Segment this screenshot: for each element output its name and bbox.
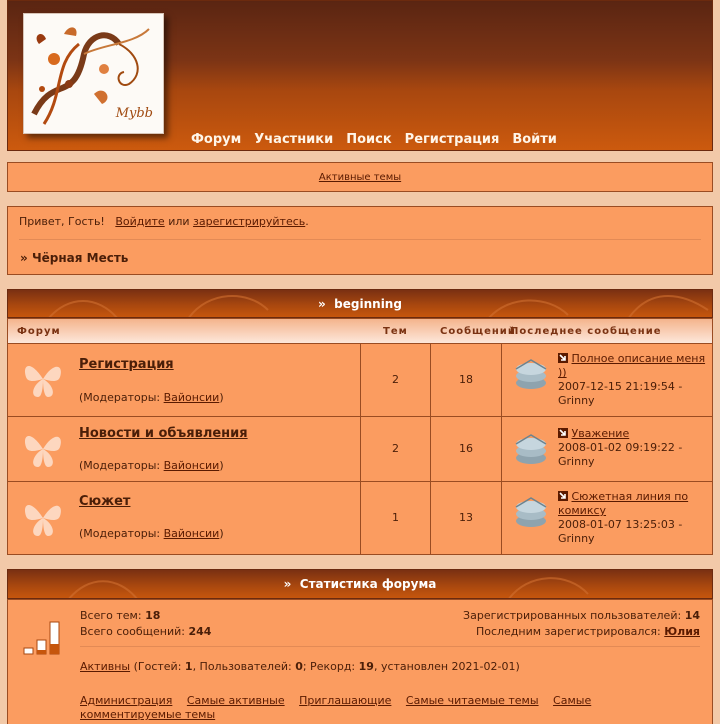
record-label: ; Рекорд: xyxy=(302,660,356,673)
col-topics: Тем xyxy=(383,326,408,337)
moderators xyxy=(79,391,224,404)
forum-title[interactable]: Новости и объявления xyxy=(79,426,248,441)
total-topics-value: 18 xyxy=(145,609,161,622)
posts-cell xyxy=(431,482,502,554)
greeting xyxy=(19,215,309,228)
last-post-date: 2008-01-02 09:19:22 - xyxy=(558,441,683,454)
moderators-prefix: (Модераторы: xyxy=(79,391,161,404)
registered-users xyxy=(463,609,700,622)
last-post xyxy=(558,427,706,469)
last-post-author: Grinny xyxy=(558,532,595,545)
moderators-suffix: ) xyxy=(219,459,224,472)
moderators-suffix: ) xyxy=(219,527,224,540)
moderators xyxy=(79,459,224,472)
stats-header xyxy=(7,569,713,599)
posts-count: 13 xyxy=(459,511,473,524)
last-post xyxy=(558,490,706,546)
col-posts: Сообщений xyxy=(440,326,516,337)
breadcrumb-forum-name[interactable]: Чёрная Месть xyxy=(31,251,129,265)
greeting-period: . xyxy=(305,215,309,228)
logo-text: Mybb xyxy=(115,106,153,121)
active-users-link[interactable]: Активны xyxy=(80,660,131,673)
posts-cell xyxy=(431,417,502,481)
forum-row xyxy=(7,417,713,482)
forum-row xyxy=(7,482,713,555)
link-most-commented-topics[interactable]: Самые комментируемые темы xyxy=(80,694,592,721)
butterfly-forum-icon xyxy=(20,496,66,540)
active-topics-bar xyxy=(7,162,713,192)
arrow-down-right-icon[interactable] xyxy=(558,428,568,438)
moderator-link[interactable]: Вайонсии xyxy=(163,391,220,404)
header xyxy=(7,0,713,151)
greeting-or: или xyxy=(168,215,190,228)
forum-logo[interactable] xyxy=(23,13,164,134)
last-registered-label: Последним зарегистрировался: xyxy=(475,625,661,638)
arrow-down-right-icon[interactable] xyxy=(558,491,568,501)
registered-users-value: 14 xyxy=(684,609,700,622)
breadcrumb xyxy=(20,251,128,265)
forum-row xyxy=(7,344,713,417)
butterfly-forum-icon xyxy=(20,427,66,471)
moderator-link[interactable]: Вайонсии xyxy=(163,459,220,472)
posts-cell xyxy=(431,344,502,416)
total-topics xyxy=(80,609,160,622)
forum-title[interactable]: Регистрация xyxy=(79,357,174,372)
guests-label: (Гостей: xyxy=(133,660,182,673)
users-value: 0 xyxy=(295,660,303,673)
last-post-title[interactable]: Полное описание меня )) xyxy=(558,352,706,379)
stats-links xyxy=(80,694,680,722)
users-label: , Пользователей: xyxy=(192,660,292,673)
link-inviters[interactable]: Приглашающие xyxy=(299,694,392,707)
welcome-panel xyxy=(7,206,713,275)
topics-cell xyxy=(360,417,431,481)
total-posts-value: 244 xyxy=(188,625,212,638)
moderators xyxy=(79,527,224,540)
nav-search[interactable]: Поиск xyxy=(346,132,392,147)
record-value: 19 xyxy=(358,660,374,673)
topics-cell xyxy=(360,344,431,416)
topics-cell xyxy=(360,482,431,554)
greeting-text: Привет, Гость! xyxy=(19,215,105,228)
nav-forum[interactable]: Форум xyxy=(191,132,242,147)
moderators-suffix: ) xyxy=(219,391,224,404)
last-post-title[interactable]: Сюжетная линия по комиксу xyxy=(558,490,689,517)
last-post xyxy=(558,352,706,408)
stack-last-post-icon xyxy=(512,495,550,531)
topics-count: 2 xyxy=(392,373,399,386)
online-stats xyxy=(80,660,520,673)
moderator-link[interactable]: Вайонсии xyxy=(163,527,220,540)
link-most-read-topics[interactable]: Самые читаемые темы xyxy=(405,694,539,707)
stack-last-post-icon xyxy=(512,432,550,468)
divider xyxy=(80,646,700,647)
posts-count: 16 xyxy=(459,442,473,455)
last-registered xyxy=(476,625,700,638)
category-title: beginning xyxy=(334,297,402,311)
last-registered-user-link[interactable]: Юлия xyxy=(664,625,700,638)
last-post-date: 2007-12-15 21:19:54 - xyxy=(558,380,683,393)
last-post-author: Grinny xyxy=(558,455,595,468)
bar-chart-icon xyxy=(23,620,63,656)
total-posts-label: Всего сообщений: xyxy=(80,625,185,638)
divider xyxy=(19,239,701,240)
record-suffix: , установлен 2021-02-01) xyxy=(373,660,520,673)
last-post-author: Grinny xyxy=(558,394,595,407)
total-topics-label: Всего тем: xyxy=(80,609,142,622)
arrow-down-right-icon[interactable] xyxy=(558,353,568,363)
stats-title: Статистика форума xyxy=(299,577,437,591)
topics-count: 2 xyxy=(392,442,399,455)
butterfly-forum-icon xyxy=(20,357,66,401)
forum-title[interactable]: Сюжет xyxy=(79,494,131,509)
last-post-date: 2008-01-07 13:25:03 - xyxy=(558,518,683,531)
posts-count: 18 xyxy=(459,373,473,386)
link-most-active[interactable]: Самые активные xyxy=(186,694,285,707)
moderators-prefix: (Модераторы: xyxy=(79,459,161,472)
category-marker: » xyxy=(318,297,326,311)
register-link[interactable]: зарегистрируйтесь xyxy=(193,215,306,228)
nav-register[interactable]: Регистрация xyxy=(404,132,500,147)
link-administration[interactable]: Администрация xyxy=(80,694,173,707)
last-post-title[interactable]: Уважение xyxy=(571,427,630,440)
col-forum: Форум xyxy=(17,326,61,337)
guests-value: 1 xyxy=(184,660,193,673)
login-link[interactable]: Войдите xyxy=(115,215,165,228)
stats-panel xyxy=(7,599,713,724)
nav-members[interactable]: Участники xyxy=(254,132,334,147)
active-topics-link[interactable]: Активные темы xyxy=(318,172,402,183)
nav-login[interactable]: Войти xyxy=(512,132,557,147)
stats-marker: » xyxy=(283,577,292,591)
moderators-prefix: (Модераторы: xyxy=(79,527,161,540)
forum-table-header xyxy=(7,318,713,344)
col-last-post: Последнее сообщение xyxy=(510,326,662,337)
stack-last-post-icon xyxy=(512,357,550,393)
category-header xyxy=(7,289,713,318)
main-nav xyxy=(191,132,557,147)
breadcrumb-marker: » xyxy=(20,251,28,265)
topics-count: 1 xyxy=(392,511,399,524)
total-posts xyxy=(80,625,211,638)
registered-users-label: Зарегистрированных пользователей: xyxy=(463,609,682,622)
